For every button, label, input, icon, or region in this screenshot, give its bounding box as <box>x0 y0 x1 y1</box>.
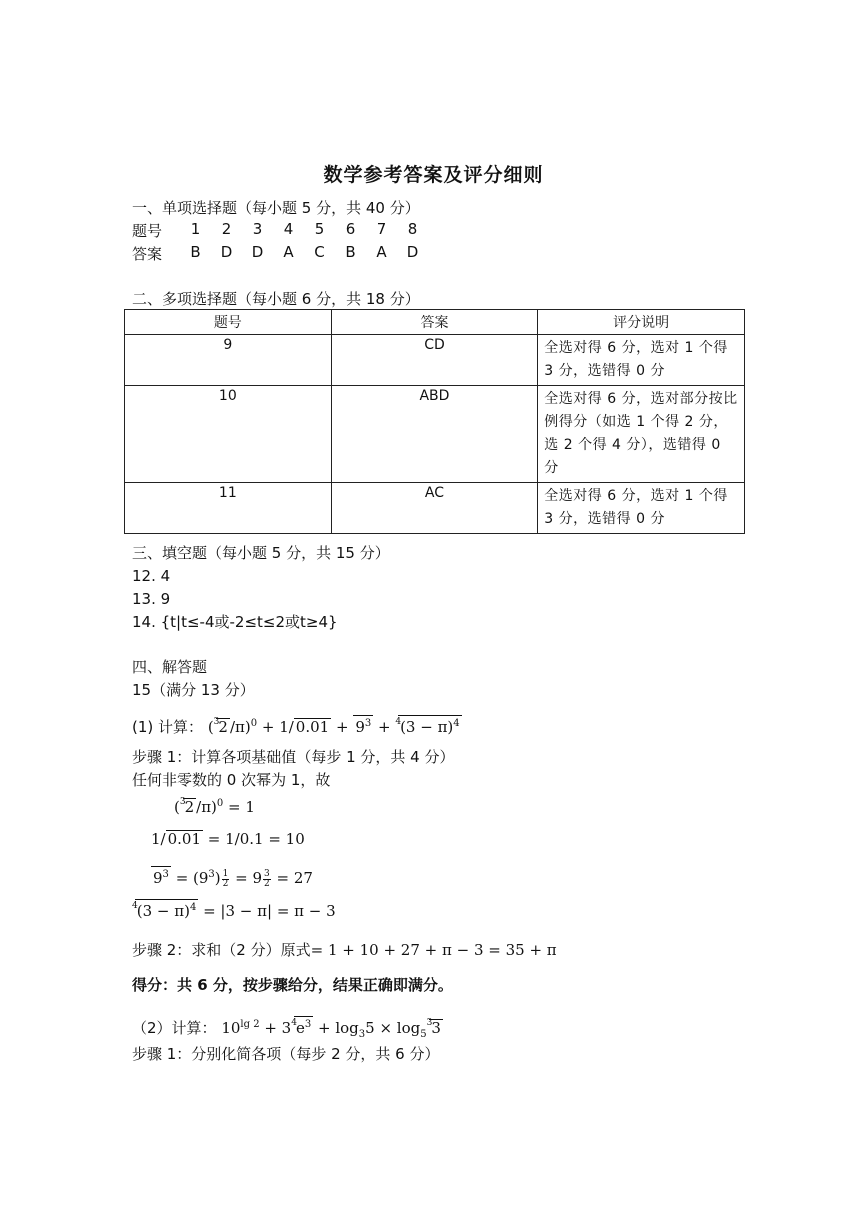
part-1-label: (1) 计算： <box>132 718 204 736</box>
table-row <box>125 483 745 534</box>
mc-answer: C <box>314 243 325 261</box>
mc-answer: D <box>220 243 233 261</box>
section-1-heading: 一、单项选择题（每小题 5 分，共 40 分） <box>132 199 420 217</box>
step-2-label: 步骤 2：求和（2 分）原式 <box>132 941 311 959</box>
part-1-problem <box>132 712 462 737</box>
multi-choice-table <box>124 309 745 534</box>
mc-number: 5 <box>314 220 325 238</box>
page-title: 数学参考答案及评分细则 <box>323 164 544 186</box>
scoring-note: 全选对得 6 分，选对部分按比例得分（如选 1 个得 2 分，选 2 个得 4 分），选错得 0 分 <box>538 386 745 483</box>
step-1-line-1: ($^3$2 /π)$^0$ = 1 <box>174 797 255 816</box>
part-2-step-1: 步骤 1：分别化简各项（每步 2 分，共 6 分） <box>132 1045 440 1063</box>
fill-answer: 14. {t|t≤-4或-2≤t≤2或t≥4} <box>132 613 338 631</box>
mc-answer: B <box>345 243 356 261</box>
question-15-title: 15（满分 13 分） <box>132 681 255 699</box>
table-header: 评分说明 <box>538 310 745 335</box>
part-1-expression: ($^3$2 /π)$^0$ + 1/ $0.01 + 9^3 + ^4(3 - \pi)^4$ <box>207 717 460 736</box>
part-2-label: （2）计算： <box>132 1019 217 1037</box>
mc-number: 3 <box>252 220 263 238</box>
scoring-note: 全选对得 6 分，选对 1 个得 3 分，选错得 0 分 <box>538 483 745 534</box>
section-2-heading: 二、多项选择题（每小题 6 分，共 18 分） <box>132 290 420 308</box>
table-header-row <box>125 310 745 335</box>
fill-answer: 13. 9 <box>132 590 171 608</box>
step-1-line-3: $9^3 = (9^3)$ $\frac{1}{2}$ = 9 $\frac{3}{2}$ = 27 <box>151 866 313 889</box>
question-answer: ABD <box>331 386 538 483</box>
question-number: 9 <box>125 335 332 386</box>
step-2-line <box>132 940 557 960</box>
mc-answer: D <box>406 243 419 261</box>
table-row <box>125 386 745 483</box>
mc-number: 8 <box>407 220 418 238</box>
part-2-expression: $10^{lg 2} + 3^4e^3 + \log_35 \times \log_5^33$ <box>221 1018 441 1040</box>
mc-answer: A <box>283 243 294 261</box>
step-1-line-2: 1/ 0.01 = 1/0.1 = 10 <box>151 830 305 848</box>
step-1-note: 任何非零数的 0 次幂为 1，故 <box>132 771 331 789</box>
table-header: 答案 <box>331 310 538 335</box>
table-row <box>125 335 745 386</box>
mc-number-label: 题号 <box>132 222 163 240</box>
question-number: 11 <box>125 483 332 534</box>
mc-number: 4 <box>283 220 294 238</box>
part-2-problem <box>132 1013 443 1045</box>
mc-answer: B <box>190 243 201 261</box>
mc-answer-label: 答案 <box>132 245 163 263</box>
mc-number: 2 <box>221 220 232 238</box>
section-3-heading: 三、填空题（每小题 5 分，共 15 分） <box>132 544 390 562</box>
step-1-heading: 步骤 1：计算各项基础值（每步 1 分，共 4 分） <box>132 748 455 766</box>
score-note: 得分：共 6 分，按步骤给分，结果正确即满分。 <box>132 976 453 994</box>
step-1-line-4: $^4(3 - \pi)^4 = |3 - \pi| = \pi - 3$ <box>132 901 336 920</box>
question-answer: AC <box>331 483 538 534</box>
question-number: 10 <box>125 386 332 483</box>
mc-number: 7 <box>376 220 387 238</box>
mc-answer: A <box>376 243 387 261</box>
table-header: 题号 <box>125 310 332 335</box>
scoring-note: 全选对得 6 分，选对 1 个得 3 分，选错得 0 分 <box>538 335 745 386</box>
question-answer: CD <box>331 335 538 386</box>
fill-answer: 12. 4 <box>132 567 171 585</box>
mc-number: 1 <box>190 220 201 238</box>
step-2-expression: = 1 + 10 + 27 + π − 3 = 35 + π <box>310 941 557 959</box>
mc-answer: D <box>251 243 264 261</box>
section-4-heading: 四、解答题 <box>132 658 208 676</box>
mc-number: 6 <box>345 220 356 238</box>
